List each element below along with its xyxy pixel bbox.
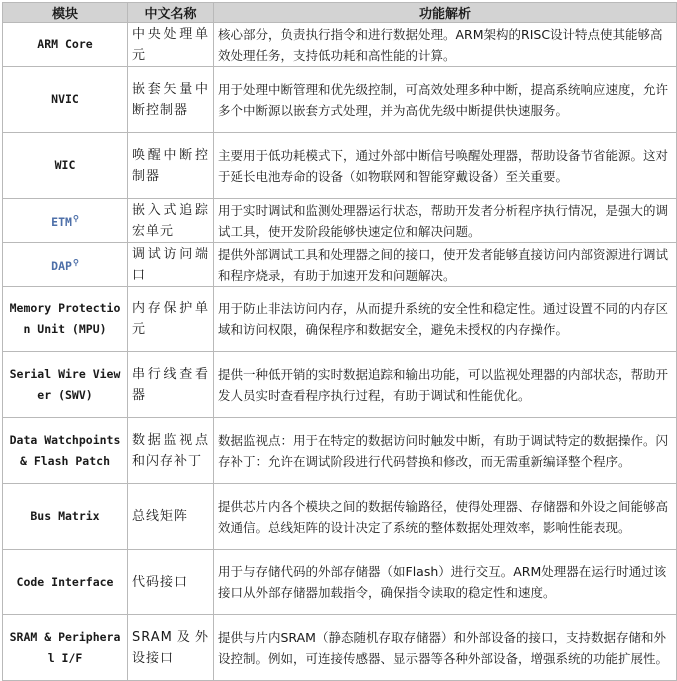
chinese-name-cell: 中央处理单元	[128, 23, 214, 67]
module-cell: Memory Protection Unit (MPU)	[3, 287, 128, 352]
header-chinese-name: 中文名称	[128, 3, 214, 23]
chinese-name-cell: SRAM及外设接口	[128, 615, 214, 681]
module-cell: WIC	[3, 133, 128, 199]
module-link[interactable]: ETM	[51, 214, 72, 229]
module-cell: Data Watchpoints & Flash Patch	[3, 418, 128, 484]
table-row	[3, 133, 677, 199]
module-cell: Code Interface	[3, 550, 128, 615]
chinese-name-cell: 嵌套矢量中断控制器	[128, 67, 214, 133]
description-cell: 提供与片内SRAM（静态随机存取存储器）和外部设备的接口，支持数据存储和外设控制。例如，可连接传感器、显示器等各种外部设备，增强系统的功能扩展性。	[214, 615, 677, 681]
description-cell: 提供芯片内各个模块之间的数据传输路径，使得处理器、存储器和外设之间能够高效通信。总线矩阵的设计决定了系统的整体数据处理效率，影响性能表现。	[214, 484, 677, 550]
description-cell: 用于与存储代码的外部存储器（如Flash）进行交互。ARM处理器在运行时通过该接口从外部存储器加载指令，确保指令读取的稳定性和速度。	[214, 550, 677, 615]
module-table	[2, 2, 677, 681]
description-cell: 提供外部调试工具和处理器之间的接口，使开发者能够直接访问内部资源进行调试和程序烧录，有助于加速开发和问题解决。	[214, 243, 677, 287]
chinese-name-cell: 嵌入式追踪宏单元	[128, 199, 214, 243]
module-link[interactable]: DAP	[51, 258, 72, 273]
module-cell: SRAM & Peripheral I/F	[3, 615, 128, 681]
header-description: 功能解析	[214, 3, 677, 23]
description-cell: 用于防止非法访问内存，从而提升系统的安全性和稳定性。通过设置不同的内存区域和访问权限，确保程序和数据安全，避免未授权的内存操作。	[214, 287, 677, 352]
search-icon[interactable]: ⚲	[72, 258, 79, 268]
description-cell: 数据监视点：用于在特定的数据访问时触发中断，有助于调试特定的数据操作。闪存补丁：允许在调试阶段进行代码替换和修改，而无需重新编译整个程序。	[214, 418, 677, 484]
chinese-name-cell: 代码接口	[128, 550, 214, 615]
table-row	[3, 484, 677, 550]
description-cell: 用于实时调试和监测处理器运行状态，帮助开发者分析程序执行情况，是强大的调试工具，使开发阶段能够快速定位和解决问题。	[214, 199, 677, 243]
chinese-name-cell: 调试访问端口	[128, 243, 214, 287]
description-cell: 用于处理中断管理和优先级控制，可高效处理多种中断，提高系统响应速度，允许多个中断源以嵌套方式处理，并为高优先级中断提供快速服务。	[214, 67, 677, 133]
table-row	[3, 352, 677, 418]
module-cell: NVIC	[3, 67, 128, 133]
table-row	[3, 199, 677, 243]
table-row	[3, 67, 677, 133]
table-row	[3, 243, 677, 287]
chinese-name-cell: 内存保护单元	[128, 287, 214, 352]
description-cell: 主要用于低功耗模式下，通过外部中断信号唤醒处理器，帮助设备节省能源。这对于延长电池寿命的设备（如物联网和智能穿戴设备）至关重要。	[214, 133, 677, 199]
module-cell: Serial Wire Viewer (SWV)	[3, 352, 128, 418]
header-module: 模块	[3, 3, 128, 23]
chinese-name-cell: 数据监视点和闪存补丁	[128, 418, 214, 484]
table-row	[3, 615, 677, 681]
table-row	[3, 23, 677, 67]
table-row	[3, 287, 677, 352]
description-cell: 核心部分，负责执行指令和进行数据处理。ARM架构的RISC设计特点使其能够高效处理任务，支持低功耗和高性能的计算。	[214, 23, 677, 67]
table-row	[3, 418, 677, 484]
header-row	[3, 3, 677, 23]
search-icon[interactable]: ⚲	[72, 214, 79, 224]
module-cell: Bus Matrix	[3, 484, 128, 550]
chinese-name-cell: 唤醒中断控制器	[128, 133, 214, 199]
chinese-name-cell: 串行线查看器	[128, 352, 214, 418]
chinese-name-cell: 总线矩阵	[128, 484, 214, 550]
module-cell: ARM Core	[3, 23, 128, 67]
description-cell: 提供一种低开销的实时数据追踪和输出功能，可以监视处理器的内部状态，帮助开发人员实时查看程序执行过程，有助于调试和性能优化。	[214, 352, 677, 418]
table-row	[3, 550, 677, 615]
